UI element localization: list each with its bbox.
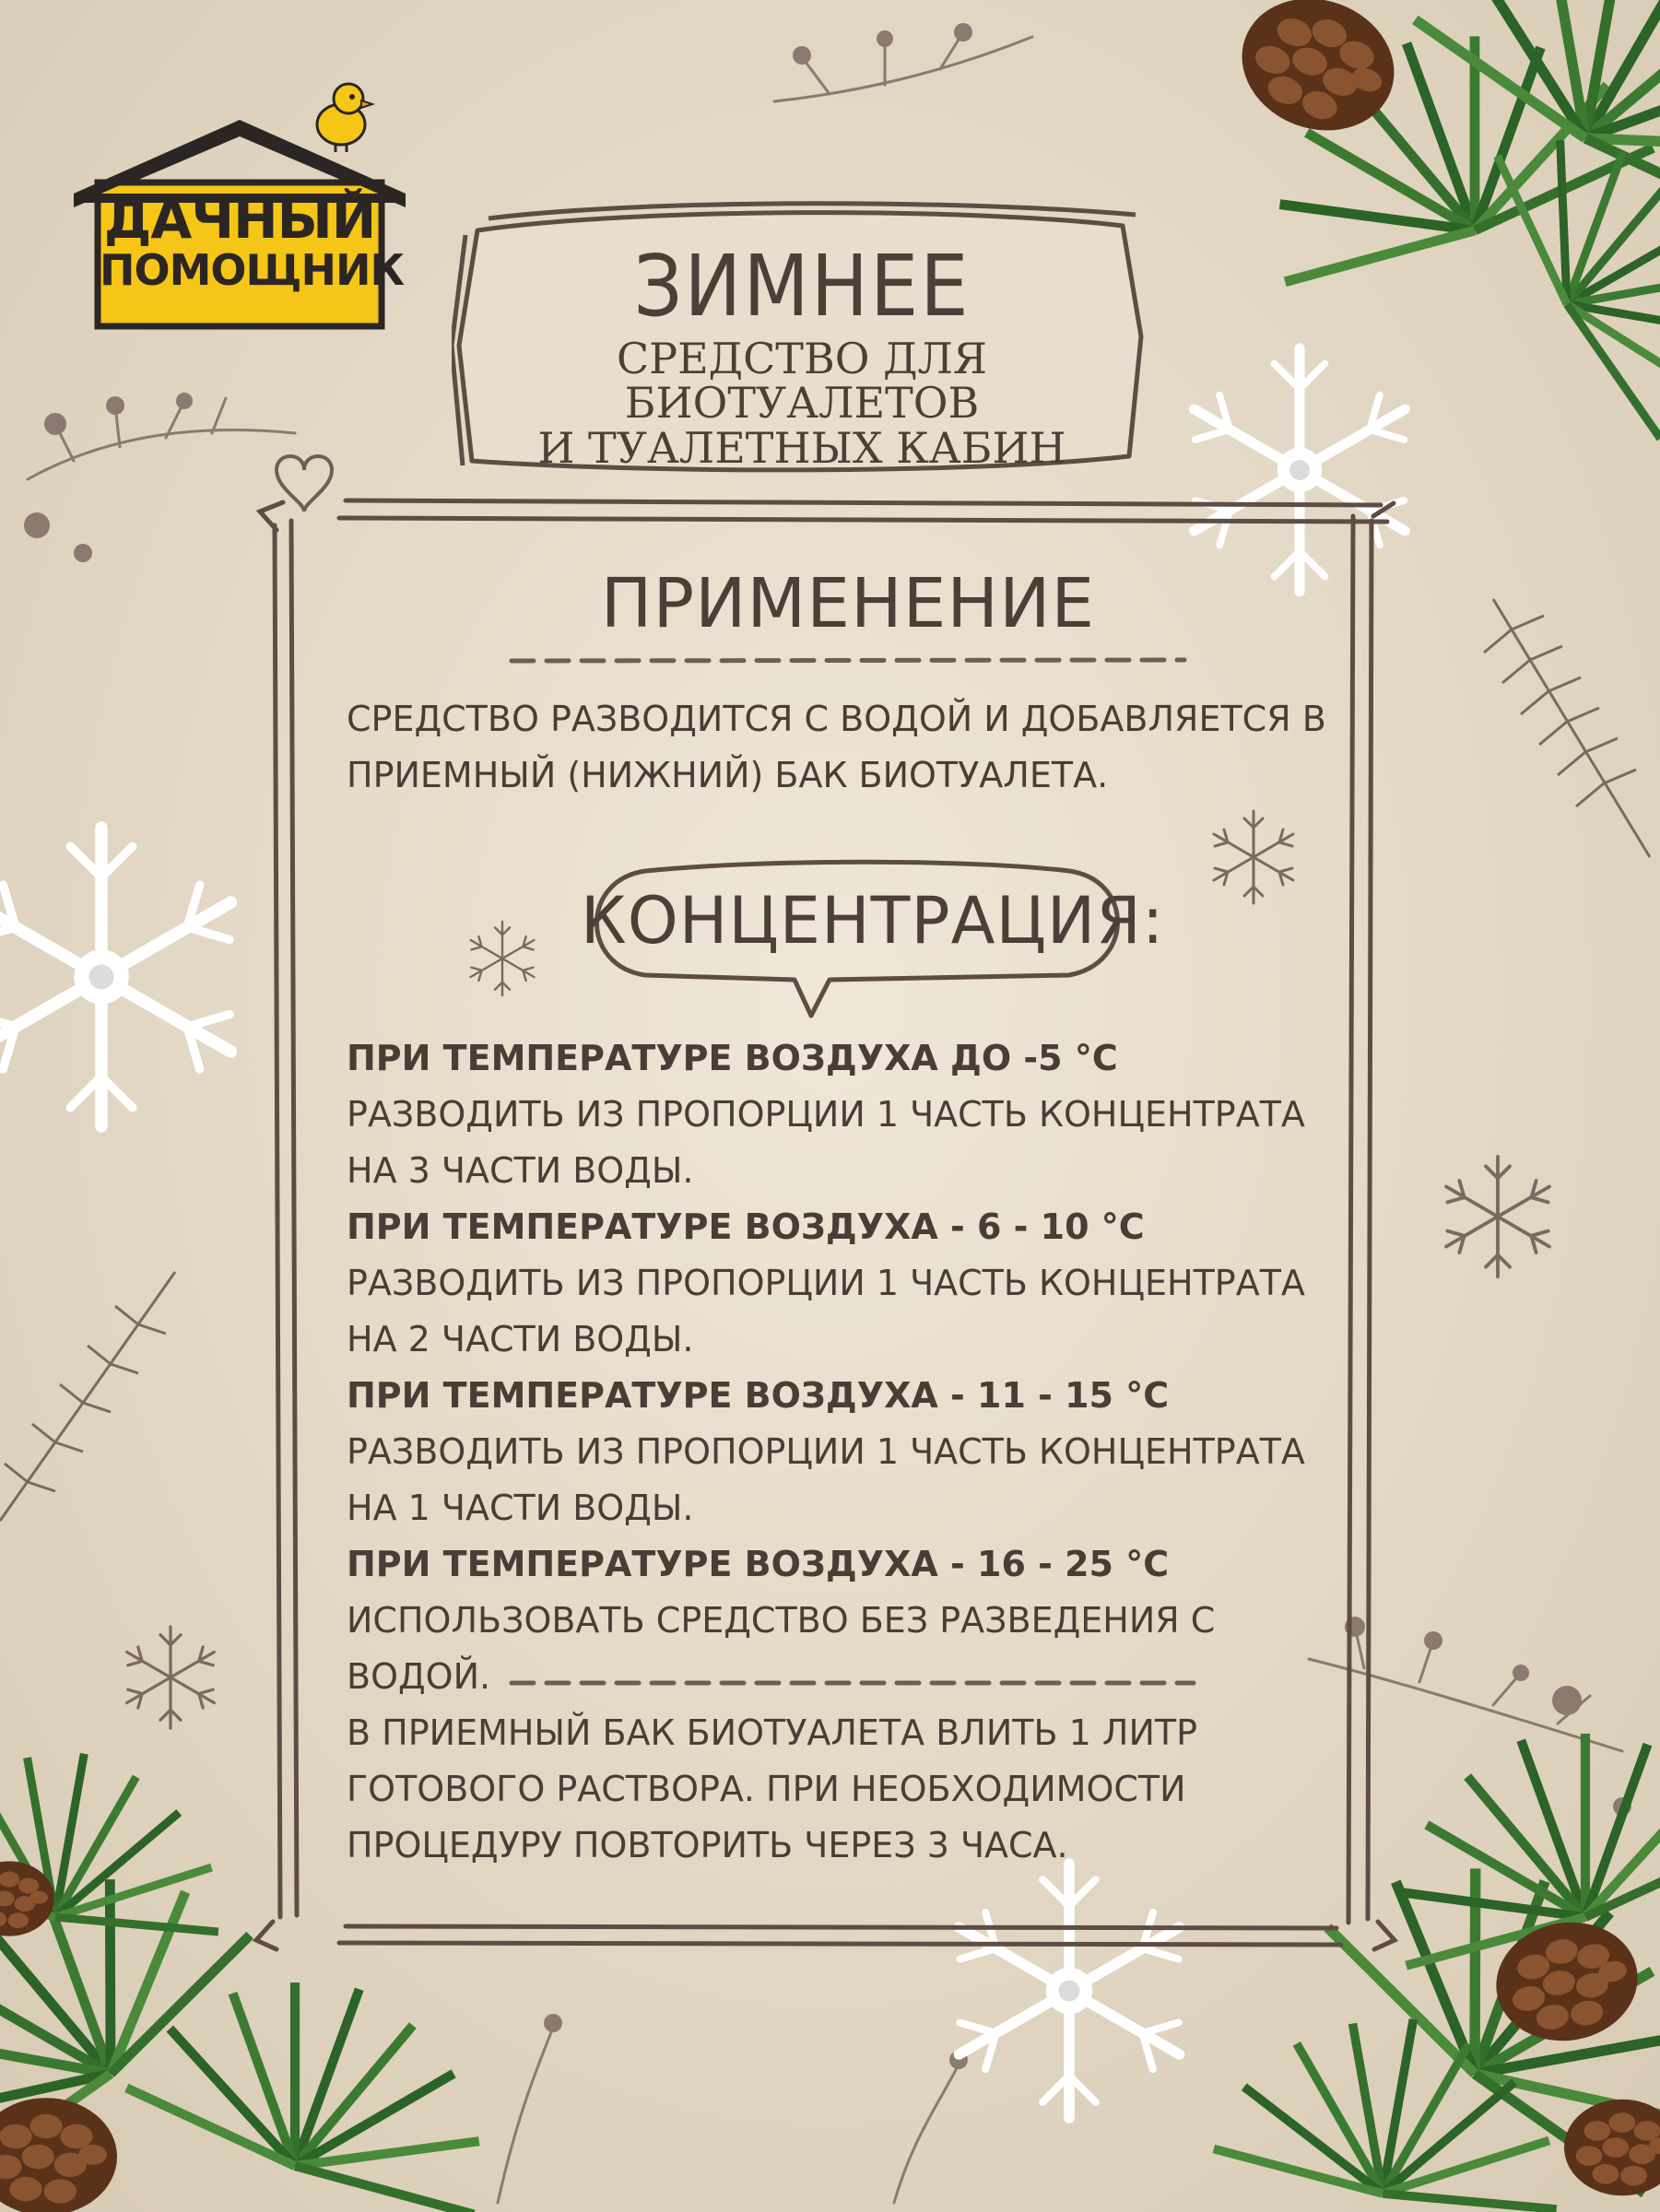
temperature-range: ПРИ ТЕМПЕРАТУРЕ ВОЗДУХА - 11 - 15 °C xyxy=(347,1375,1170,1416)
final-instruction: В ПРИЕМНЫЙ БАК БИОТУАЛЕТА ВЛИТЬ 1 ЛИТР ГОТОВОГО РАСТВОРА. ПРИ НЕОБХОДИМОСТИ ПРОЦЕДУРУ ПОВТОРИТЬ ЧЕРЕЗ 3 ЧАСА. xyxy=(347,1712,1198,1865)
brand-logo xyxy=(65,83,415,341)
temperature-range: ПРИ ТЕМПЕРАТУРЕ ВОЗДУХА - 16 - 25 °C xyxy=(347,1544,1170,1584)
title-banner xyxy=(452,198,1152,475)
concentration-bubble xyxy=(581,857,1165,1018)
concentration-item xyxy=(347,1368,1351,1536)
concentration-item xyxy=(347,1199,1351,1368)
concentration-list xyxy=(347,1030,1351,1705)
concentration-item xyxy=(347,1030,1351,1199)
banner-subtitle xyxy=(452,334,1152,473)
application-text: СРЕДСТВО РАЗВОДИТСЯ С ВОДОЙ И ДОБАВЛЯЕТСЯ В ПРИЕМНЫЙ (НИЖНИЙ) БАК БИОТУАЛЕТА. xyxy=(347,699,1326,795)
temperature-range: ПРИ ТЕМПЕРАТУРЕ ВОЗДУХА - 6 - 10 °C xyxy=(347,1206,1145,1247)
dilution-instruction: РАЗВОДИТЬ ИЗ ПРОПОРЦИИ 1 ЧАСТЬ КОНЦЕНТРАТА НА 2 ЧАСТИ ВОДЫ. xyxy=(347,1263,1305,1359)
banner-subtitle-line-2: И ТУАЛЕТНЫХ КАБИН xyxy=(537,422,1066,473)
dilution-instruction: РАЗВОДИТЬ ИЗ ПРОПОРЦИИ 1 ЧАСТЬ КОНЦЕНТРАТА НА 3 ЧАСТИ ВОДЫ. xyxy=(347,1094,1305,1191)
bird-icon xyxy=(304,78,378,152)
dilution-instruction: РАЗВОДИТЬ ИЗ ПРОПОРЦИИ 1 ЧАСТЬ КОНЦЕНТРАТА НА 1 ЧАСТИ ВОДЫ. xyxy=(347,1431,1305,1528)
banner-title: ЗИМНЕЕ xyxy=(633,237,971,335)
banner-subtitle-line-1: СРЕДСТВО ДЛЯ БИОТУАЛЕТОВ xyxy=(616,334,988,429)
section-heading-application: ПРИМЕНЕНИЕ xyxy=(600,564,1096,643)
logo-text xyxy=(100,188,405,295)
logo-line-2: ПОМОЩНИК xyxy=(100,244,405,295)
temperature-range: ПРИ ТЕМПЕРАТУРЕ ВОЗДУХА ДО -5 °C xyxy=(347,1038,1118,1078)
logo-line-1: ДАЧНЫЙ xyxy=(103,188,376,251)
dilution-instruction: ИСПОЛЬЗОВАТЬ СРЕДСТВО БЕЗ РАЗВЕДЕНИЯ С ВОДОЙ. xyxy=(347,1600,1216,1697)
concentration-item xyxy=(347,1536,1351,1705)
section-heading-concentration: КОНЦЕНТРАЦИЯ: xyxy=(581,883,1165,959)
